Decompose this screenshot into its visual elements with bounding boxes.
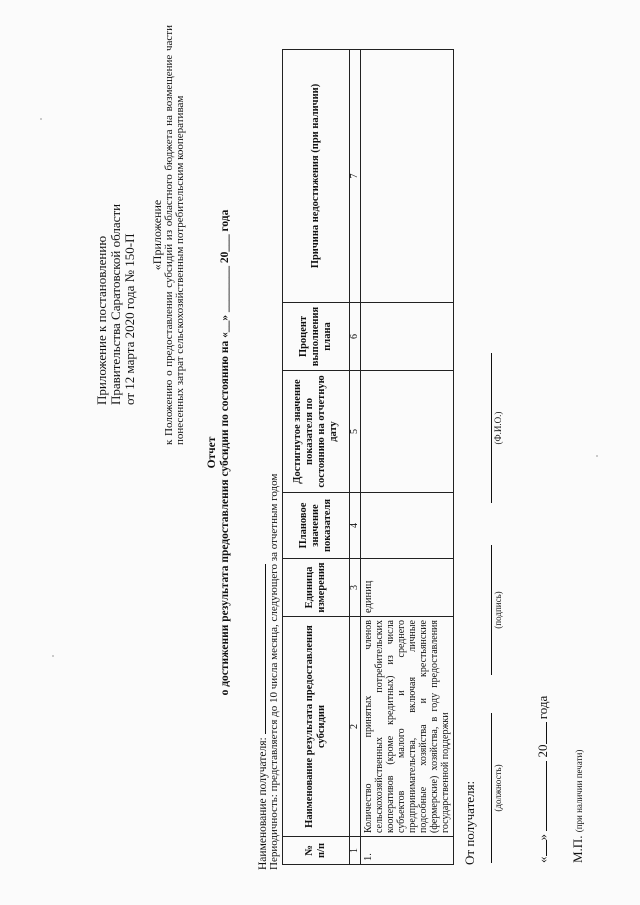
- appendix-line-2: Правительства Саратовской области: [108, 203, 123, 405]
- table-header-row: [283, 50, 350, 865]
- column-number: 3: [350, 559, 361, 617]
- year-fill[interactable]: [535, 723, 547, 745]
- stamp-note: (при наличии печати): [574, 749, 584, 833]
- full-name-caption: (Ф.И.О.): [493, 411, 503, 445]
- header-reason: Причина недостижения (при наличии): [283, 50, 350, 303]
- header-result-name: Наименование результата предоставления субсидии: [283, 617, 350, 837]
- column-number: 2: [350, 617, 361, 837]
- column-number: 7: [350, 50, 361, 303]
- report-heading: [206, 0, 232, 905]
- periodicity-text: Периодичность: представляется до 10 числа месяца, следующего за отчетным годом: [268, 473, 280, 870]
- report-title: Отчет: [206, 436, 218, 469]
- header-plan: Плановое значение показателя: [283, 493, 350, 559]
- from-recipient-label: От получателя:: [462, 780, 477, 865]
- header-percent: Процент выполнения плана: [283, 303, 350, 371]
- recipient-label: Наименование получателя:: [257, 737, 269, 870]
- row-reason[interactable]: [361, 50, 454, 303]
- year-suffix: года: [535, 695, 550, 720]
- appendix-line-1: Приложение к постановлению: [94, 235, 109, 405]
- column-number: 4: [350, 493, 361, 559]
- appendix-line-3: от 12 марта 2020 года № 150-П: [122, 233, 137, 405]
- regulation-text: к Положению о предоставлении субсидий из областного бюджета на возмещение части понесенных затрат сельскохозяйственным потребительским кооперативам: [163, 25, 186, 445]
- row-result-name: Количество принятых членов сельскохозяйственных потребительских кооперативов (кроме кредитных) из числа субъектов малого и среднего предпринимательства, включая личные подсобные хозяйства и крестьянские (фермерские) хозяйства, в году предоставления государственной поддержки: [361, 617, 454, 837]
- row-plan[interactable]: [361, 493, 454, 559]
- date-quote-open: «: [535, 856, 550, 863]
- header-num: № п/п: [283, 837, 350, 865]
- row-unit: единиц: [361, 559, 454, 617]
- header-actual: Достигнутое значение показателя по состоянию на отчетную дату: [283, 371, 350, 493]
- column-number: 6: [350, 303, 361, 371]
- stamp-label: М.П.: [570, 835, 585, 863]
- month-fill[interactable]: [535, 761, 547, 831]
- row-percent[interactable]: [361, 303, 454, 371]
- row-num: 1.: [361, 837, 454, 865]
- stamp-line: [570, 750, 586, 863]
- table-row: [361, 50, 454, 865]
- column-number: 1: [350, 837, 361, 865]
- table-number-row: [350, 50, 361, 865]
- column-number: 5: [350, 371, 361, 493]
- date-line: [535, 696, 551, 863]
- position-caption: (должность): [493, 764, 503, 812]
- recipient-line: [255, 564, 269, 870]
- regulation-title: «Приложение: [150, 199, 164, 271]
- recipient-fill-line[interactable]: [255, 564, 266, 734]
- full-name-line[interactable]: [490, 353, 492, 503]
- header-unit: Единица измерения: [283, 559, 350, 617]
- date-quote-close: »: [535, 834, 550, 841]
- signature-line[interactable]: [490, 545, 492, 675]
- report-table: [282, 49, 454, 865]
- appendix-block: [95, 75, 137, 405]
- day-fill[interactable]: [535, 841, 547, 857]
- row-actual[interactable]: [361, 371, 454, 493]
- position-line[interactable]: [490, 713, 492, 863]
- report-subtitle: о достижении результата предоставления субсидии по состоянию на «__» ________ 20___ года: [219, 209, 231, 696]
- year-prefix: 20: [535, 744, 550, 758]
- signature-caption: (подпись): [493, 591, 503, 629]
